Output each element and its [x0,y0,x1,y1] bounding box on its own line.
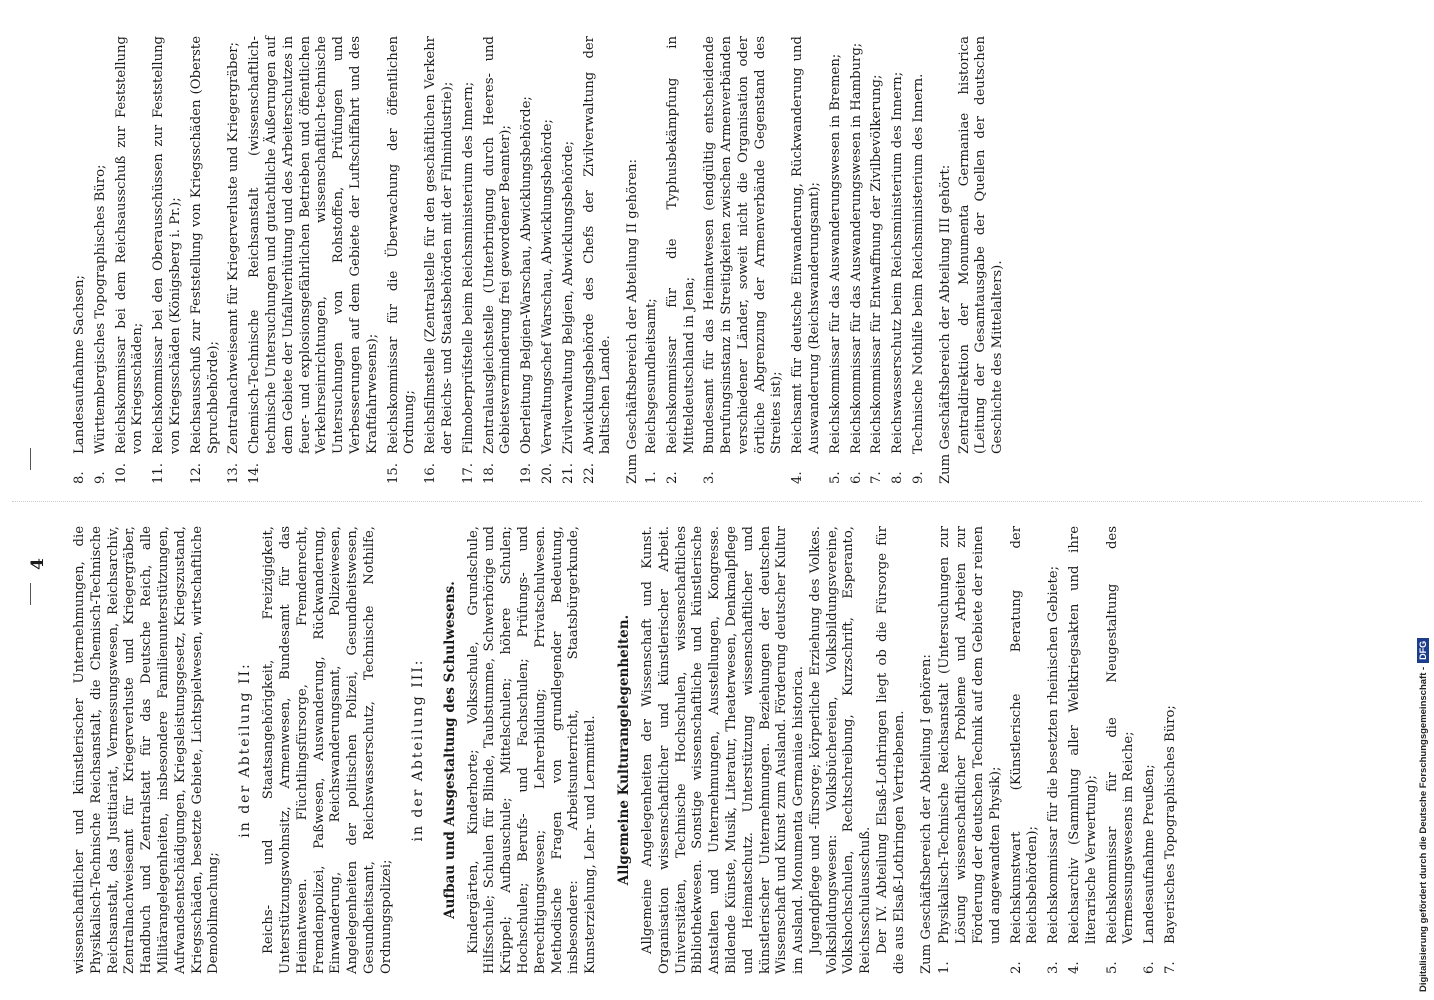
item-number: 20. [539,463,555,484]
item-number: 6. [848,471,864,484]
list-item [189,36,223,484]
item-text: Oberleitung Belgien-Warschau, Abwicklungsbehörde; [519,96,535,454]
item-number: 19. [519,463,535,484]
list-item [911,36,928,484]
item-number: 14. [247,463,263,484]
digitization-credit [1413,6,1433,992]
item-number: 4. [790,471,806,484]
geschaeftsbereich-2-list [644,36,928,484]
item-text: Reichsausschuß zur Feststellung von Kriegsschäden (Oberste Spruchbehörde); [188,36,221,454]
item-number: 18. [481,463,497,484]
item-number: 12. [188,463,204,484]
list-item [890,36,907,484]
list-item [665,36,699,484]
list-item [226,36,243,484]
item-number: 9. [911,471,927,484]
item-number: 6. [1142,961,1158,974]
item-number: 11. [151,463,167,484]
abteilung-2-text: Reichs- und Staatsangehörigkeit, Freizügigkeit, Unterstützungswohnsitz, Armenwesen, Bundesamt für das Heimatwesen. Flüchtlingsfürsorge, Fremdenrecht, Fremdenpolizei, Paßwesen, Auswanderung, Rückwanderung, Einwanderung, Reichswanderungsamt, Polizeiwesen, Angelegenheiten der politischen Polizei, Gesundheitswesen, Gesundheitsamt, Reichswasserschutz, Technische Nothilfe, Ordnungspolizei; [261,526,394,974]
item-number: 4. [1067,961,1083,974]
item-text: Reichsamt für deutsche Einwanderung, Rückwanderung und Auswanderung (Reichswanderungsamt); [790,36,823,454]
item-text: Reichskommissar bei den Oberausschüssen zur Feststellung von Kriegsschäden (Königsberg i. Pr.); [151,36,183,454]
list-item [151,36,185,484]
list-item [1067,526,1101,974]
list-item [702,36,786,484]
item-number: 1. [937,961,953,974]
list-item [72,36,89,484]
credit-text: Digitalisierung gefördert durch die Deutsche Forschungsgemeinschaft - [1417,666,1429,992]
list-item [1163,526,1180,974]
list-item [1046,526,1063,974]
item-number: 17. [460,463,476,484]
list-item [1105,526,1139,974]
list-item [937,526,1004,974]
item-text: Physikalisch-Technische Reichsanstalt (Untersuchungen zur Lösung wissenschaftlicher Probleme und Arbeiten zur Förderung der deutschen Technik auf dem Gebiete der reinen und angewandten Physik); [937,526,1003,944]
geschaeftsbereich-2-intro: Zum Geschäftsbereich der Abteilung II gehören: [625,159,641,484]
fold-mark-right [30,448,31,470]
left-page [0,500,1434,1000]
item-text: Filmoberprüfstelle beim Reichsministerium des Innern; [460,81,476,454]
item-text: Technische Nothilfe beim Reichsministerium des Innern. [911,73,927,454]
item-text: Abwicklungsbehörde des Chefs der Zivilverwaltung der baltischen Lande. [581,36,614,454]
geschaeftsbereich-3-intro: Zum Geschäftsbereich der Abteilung III gehört: [937,164,953,484]
item-number: 22. [581,463,597,484]
list-item [561,36,578,484]
abteilung-3-title: in der Abteilung III: [409,658,426,842]
item-text: Reichskunstwart (Künstlerische Beratung der Reichsbehörden); [1008,526,1041,944]
page-number: 4 [28,558,48,570]
item-number: 8. [890,471,906,484]
dfg-logo: DFG [1417,638,1429,663]
kultur-heading: Allgemeine Kulturangelegenheiten. [615,614,632,886]
list-item [482,36,516,484]
list-item [1009,526,1043,974]
item-number: 7. [869,471,885,484]
item-text: Reichskommissar bei dem Reichsausschuß zur Feststellung von Kriegsschäden; [113,36,146,454]
item-text: Bayerisches Topographisches Büro; [1163,705,1179,944]
opening-text: wissenschaftlicher und künstlerischer Unternehmungen, die Physikalisch-Technische Reichsanstalt, die Chemisch-Technische Reichsanstalt, das Justitiariat, Vermessungswesen, Reichsarchiv, Zentralnachweiseamt für Kriegerverluste und Kriegergräber, Handbuch und Zentralstatt für das Deutsche Reich, alle Militärangelegenheiten, insbesondere Familienunterstützungen, Aufwandsentschädigungen, Kriegsleistungsgesetz, Kriegszustand, Kriegsschäden, besetzte Gebiete, Lichtspielwesen, wirtschaftliche Demobilmachung; [72,526,222,974]
geschaeftsbereich-3-text: Zentraldirektion der Monumenta Germaniae historica (Leitung der Gesamtausgabe der Quellen der deutschen Geschichte des Mittelalters). [956,36,1006,454]
list-item [423,36,457,484]
list-item [519,36,536,484]
list-item [93,36,110,484]
item-text: Württembergisches Topographisches Büro; [92,164,108,454]
list-item [386,36,420,484]
item-text: Reichskommissar für die Überwachung der öffentlichen Ordnung; [385,36,418,454]
list-item [849,36,866,484]
item-text: Reichsfilmstelle (Zentralstelle für den geschäftlichen Verkehr der Reichs- und Staatsbehörden mit der Filmindustrie); [423,36,455,454]
item-number: 3. [1046,961,1062,974]
item-number: 3. [702,471,718,484]
schulwesen-text: Kindergärten, Kinderhorte; Volksschule, Grundschule, Hilfsschule; Schulen für Blinde, Taubstumme, Schwerhörige und Krüppel; Aufbauschule; Mittelschulen; höhere Schulen; Hochschulen; Berufs- und Fachschulen; Prüfungs- und Berechtigungswesen; Lehrerbildung; Privatschulwesen. Methodische Fragen von grundlegender Bedeutung, insbesondere: Arbeitsunterricht, Staatsbürgerkunde, Kunsterziehung, Lehr- und Lernmittel. [465,526,599,974]
item-number: 16. [423,463,439,484]
list-item [461,36,478,484]
item-text: Landesaufnahme Sachsen; [72,275,87,454]
item-number: 2. [664,471,680,484]
item-text: Zivilverwaltung Belgien, Abwicklungsbehörde; [560,140,576,454]
list-item [582,36,616,484]
item-text: Zentralausgleichstelle (Unterbringung durch Heeres- und Gebietsverminderung frei gewordener Beamter); [481,36,514,454]
list-item [540,36,557,484]
item-number: 21. [560,463,576,484]
geschaeftsbereich-1-list-continued [72,36,615,484]
item-text: Reichsgesundheitsamt; [643,298,659,454]
item-text: Chemisch-Technische Reichsanstalt (wissenschaftlich-technische Untersuchungen und gutachtliche Äußerungen auf dem Gebiete der Unfallverhütung und des Arbeiterschutzes in feuer- und explosionsgefährlichen Betrieben und öffentlichen Verkehrseinrichtungen, wissenschaftlich-technische Untersuchungen von Rohstoffen, Prüfungen und Verbesserungen auf dem Gebiete der Luftschiffahrt und des Kraftfahrwesens); [247,36,380,454]
item-number: 7. [1163,961,1179,974]
item-text: Reichskommissar für das Auswanderungswesen in Bremen; [827,53,843,454]
list-item [828,36,845,484]
item-number: 13. [226,463,242,484]
item-text: Reichskommissar für Entwaffnung der Zivilbevölkerung; [869,74,885,454]
item-text: Verwaltungschef Warschau, Abwicklungsbehörde; [539,119,555,454]
item-text: Bundesamt für das Heimatwesen (endgültig entscheidende Berufungsinstanz in Streitigkeiten zwischen Armenverbänden verschiedener Länder, soweit nicht die Organisation oder örtliche Abgrenzung der Armenverbände Gegenstand des Streites ist); [702,36,785,454]
list-item [644,36,661,484]
item-number: 10. [113,463,129,484]
kultur-text: Allgemeine Angelegenheiten der Wissenschaft und Kunst. Organisation wissenschaftlicher und künstlerischer Arbeit. Universitäten, Technische Hochschulen, wissenschaftliches Bibliothekwesen. Sonstige wissenschaftliche und künstlerische Anstalten und Unternehmungen, Ausstellungen, Kongresse. Bildende Künste, Musik, Literatur, Theaterwesen, Denkmalpflege und Heimatschutz. Unterstützung wissenschaftlicher und künstlerischer Unternehmungen. Beziehungen der deutschen Wissenschaft und Kunst zum Ausland. Förderung deutscher Kultur im Ausland. Monumenta Germaniae historica. [639,526,807,974]
item-number: 1. [643,471,659,484]
item-number: 15. [385,463,401,484]
abteilung-2-title: in der Abteilung II: [237,662,254,838]
item-text: Reichsarchiv (Sammlung aller Weltkriegsakten und ihre literarische Verwertung); [1067,526,1099,944]
item-number: 5. [1104,961,1120,974]
list-item [114,36,148,484]
item-number: 9. [92,471,108,484]
item-text: Zentralnachweiseamt für Kriegerverluste und Kriegergräber; [226,42,242,454]
item-text: Reichskommissar für die besetzten rheinischen Gebiete; [1046,565,1062,944]
item-text: Reichskommissar für das Auswanderungswesen in Hamburg; [848,42,864,454]
item-number: 5. [827,471,843,484]
list-item [790,36,824,484]
list-item [869,36,886,484]
item-number: 2. [1008,961,1024,974]
schulwesen-heading: Aufbau und Ausgestaltung des Schulwesens. [441,581,458,919]
item-text: Landesaufnahme Preußen; [1142,764,1158,944]
list-item [1142,526,1159,974]
geschaeftsbereich-1-list [937,526,1179,974]
abteilung-4-text: Der IV. Abteilung Elsaß-Lothringen liegt ob die Fürsorge für die aus Elsaß-Lothringen Vertriebenen. [875,526,907,974]
jugendpflege-text: Jugendpflege und -fürsorge; körperliche Erziehung des Volkes. Volksbildungswesen: Volksbüchereien, Volksbildungsvereine, Volkshochschulen, Rechtschreibung, Kurzschrift, Esperanto, Reichsschulausschuß. [807,526,874,974]
geschaeftsbereich-1-intro: Zum Geschäftsbereich der Abteilung I gehören: [918,654,934,974]
item-number: 8. [72,471,87,484]
fold-mark-left [30,583,31,605]
item-text: Reichswasserschutz beim Reichsministerium des Innern; [890,71,906,454]
item-text: Reichskommissar für die Typhusbekämpfung in Mitteldeutschland in Jena; [664,36,697,454]
item-text: Reichskommissar für die Neugestaltung des Vermessungswesens im Reiche; [1104,526,1137,944]
list-item [247,36,381,484]
